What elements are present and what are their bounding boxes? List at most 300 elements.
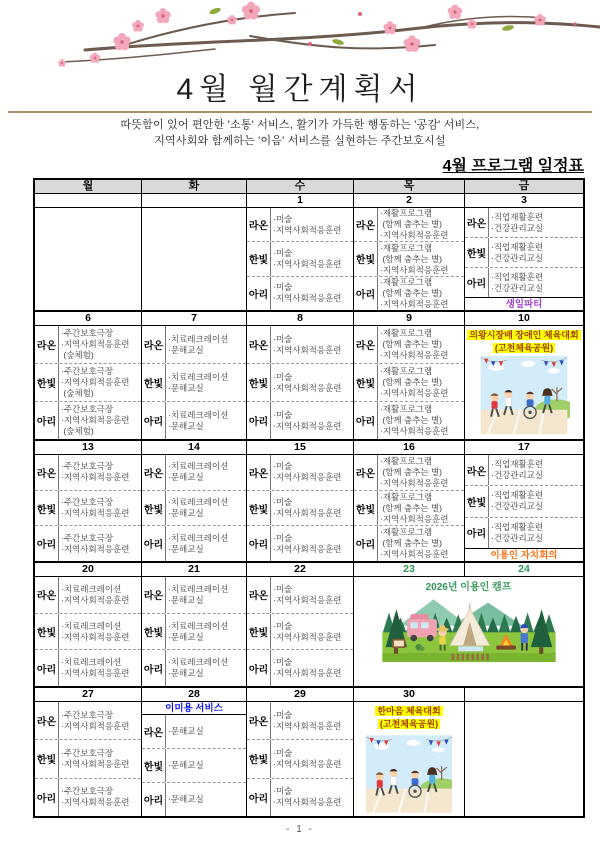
program-item: (함께 춤추는 별) bbox=[380, 466, 443, 477]
week-4-number-row bbox=[35, 563, 583, 577]
program-item: ·문해교실 bbox=[168, 508, 204, 518]
group-row-1 bbox=[354, 455, 464, 490]
group-items bbox=[271, 577, 353, 613]
camp-event-title: 2026년 이용인 캠프 bbox=[425, 582, 512, 593]
program-item: ·지역사회적응훈련 bbox=[273, 224, 342, 235]
group-row-2 bbox=[142, 613, 246, 650]
group-row-1 bbox=[354, 326, 464, 363]
program-item: ·치료레크레이션 bbox=[168, 409, 229, 420]
day-number-blank bbox=[464, 688, 583, 701]
day-cell-empty bbox=[464, 702, 583, 816]
program-item: ·주간보호극장 bbox=[61, 497, 114, 507]
group-items bbox=[378, 242, 464, 275]
week-5-number-row bbox=[35, 688, 583, 702]
group-row-3 bbox=[247, 276, 353, 310]
event-title-text: 의왕시장배 장애인 체육대회 bbox=[469, 330, 579, 340]
group-label: 한빛 bbox=[35, 614, 59, 650]
program-item: ·미술 bbox=[273, 461, 293, 472]
program-item: ·지역사회적응훈련 bbox=[61, 377, 130, 387]
group-items bbox=[166, 402, 246, 439]
day-cell-21 bbox=[141, 577, 246, 686]
program-item: ·문해교실 bbox=[168, 668, 204, 679]
program-item: ·문해교실 bbox=[168, 344, 204, 355]
group-items bbox=[271, 740, 353, 777]
group-row-3 bbox=[465, 267, 583, 297]
group-row-1 bbox=[35, 577, 141, 613]
page-number: - 1 - bbox=[286, 824, 314, 835]
program-item: ·건강관리교실 bbox=[491, 282, 544, 293]
week-1-content-row bbox=[35, 208, 583, 312]
day-cell-7 bbox=[141, 326, 246, 439]
group-row-2 bbox=[142, 490, 246, 526]
group-items bbox=[271, 364, 353, 401]
group-items bbox=[378, 364, 464, 401]
day-number-21: 21 bbox=[141, 563, 246, 576]
program-item: ·지역사회적응훈련 bbox=[273, 344, 342, 355]
subtitle-line-2: 지역사회와 함께하는 '이음' 서비스를 실현하는 주간보호시설 bbox=[154, 135, 446, 147]
day-number-30: 30 bbox=[353, 688, 464, 701]
program-item: ·지역사회적응훈련 bbox=[380, 388, 449, 398]
group-label: 라온 bbox=[247, 577, 271, 613]
day-cell-15 bbox=[246, 455, 353, 561]
day-cell-10 bbox=[464, 326, 583, 439]
group-label: 아리 bbox=[142, 783, 166, 816]
program-item: ·주간보호극장 bbox=[61, 709, 114, 720]
group-row-1 bbox=[465, 208, 583, 237]
group-row-3 bbox=[142, 649, 246, 686]
group-row-1 bbox=[142, 455, 246, 490]
group-items bbox=[59, 614, 141, 650]
program-item: ·지역사회적응훈련 bbox=[273, 508, 342, 518]
program-item: ·건강관리교실 bbox=[491, 501, 544, 512]
schedule-table bbox=[33, 178, 585, 818]
program-item: ·건강관리교실 bbox=[491, 222, 544, 233]
group-items bbox=[166, 455, 246, 490]
day-number-17: 17 bbox=[464, 441, 583, 454]
program-item: ·건강관리교실 bbox=[491, 252, 544, 263]
group-label: 아리 bbox=[247, 779, 271, 816]
program-item: ·지역사회적응훈련 bbox=[61, 508, 130, 518]
group-label: 아리 bbox=[465, 518, 489, 548]
group-row-3 bbox=[35, 401, 141, 439]
group-row-2 bbox=[247, 739, 353, 777]
program-item: ·지역사회적응훈련 bbox=[380, 350, 449, 360]
group-row-1 bbox=[247, 702, 353, 739]
day-cell-9 bbox=[353, 326, 464, 439]
group-label: 아리 bbox=[142, 526, 166, 561]
program-item: ·재활프로그램 bbox=[380, 328, 433, 338]
group-row-2 bbox=[35, 739, 141, 777]
group-row-2 bbox=[247, 490, 353, 526]
day-cell-28 bbox=[141, 702, 246, 816]
program-item: ·건강관리교실 bbox=[491, 470, 544, 481]
program-item: ·재활프로그램 bbox=[380, 404, 433, 414]
group-items bbox=[271, 614, 353, 650]
group-row-3 bbox=[354, 276, 464, 310]
program-item: ·주간보호극장 bbox=[61, 328, 114, 338]
group-label: 아리 bbox=[35, 779, 59, 816]
sports-day-illustration bbox=[366, 732, 452, 816]
sports-day-illustration bbox=[478, 356, 570, 434]
program-item: ·미술 bbox=[273, 213, 293, 224]
day-cell-6 bbox=[35, 326, 141, 439]
program-item: ·미술 bbox=[273, 333, 293, 344]
camping-illustration bbox=[370, 596, 568, 662]
program-item: ·미술 bbox=[273, 282, 293, 293]
group-items bbox=[166, 749, 246, 782]
event-title-text: 한마음 체육대회 bbox=[377, 706, 441, 716]
group-items bbox=[59, 779, 141, 816]
week-2-number-row bbox=[35, 312, 583, 326]
program-item: ·지역사회적응훈련 bbox=[380, 513, 449, 524]
group-label: 아리 bbox=[247, 277, 271, 310]
group-row-1 bbox=[247, 208, 353, 241]
group-items bbox=[489, 518, 583, 548]
program-item: ·치료레크레이션 bbox=[168, 532, 229, 543]
program-item: ·치료레크레이션 bbox=[168, 657, 229, 668]
group-row-1 bbox=[354, 208, 464, 241]
program-item: ·치료레크레이션 bbox=[168, 333, 229, 344]
group-label: 한빛 bbox=[142, 364, 166, 401]
program-item: ·지역사회적응훈련 bbox=[61, 415, 130, 425]
day-number-7: 7 bbox=[141, 312, 246, 325]
event-location-text: (고천체육공원) bbox=[379, 719, 439, 729]
group-items bbox=[59, 526, 141, 561]
group-row-3 bbox=[142, 782, 246, 816]
program-item: ·재활프로그램 bbox=[380, 366, 433, 376]
group-label: 아리 bbox=[142, 650, 166, 686]
group-items bbox=[271, 242, 353, 275]
day-number-blank bbox=[35, 194, 141, 207]
group-label: 라온 bbox=[465, 455, 489, 485]
program-item: ·주간보호극장 bbox=[61, 532, 114, 543]
program-item: ·미술 bbox=[273, 657, 293, 668]
weekday-header-mon: 월 bbox=[82, 180, 94, 192]
group-label: 라온 bbox=[247, 455, 271, 490]
program-item: ·지역사회적응훈련 bbox=[273, 631, 342, 642]
group-label: 한빛 bbox=[35, 491, 59, 526]
group-row-3 bbox=[247, 649, 353, 686]
program-item: ·지역사회적응훈련 bbox=[61, 472, 130, 483]
group-label: 라온 bbox=[142, 715, 166, 748]
program-item: ·재활프로그램 bbox=[380, 491, 433, 502]
program-item: (숲체험) bbox=[61, 350, 94, 360]
program-item: ·지역사회적응훈련 bbox=[61, 543, 130, 554]
group-items bbox=[166, 650, 246, 686]
group-row-1 bbox=[247, 577, 353, 613]
program-item: (함께 춤추는 별) bbox=[380, 415, 443, 425]
program-item: (함께 춤추는 별) bbox=[380, 538, 443, 549]
group-items bbox=[271, 208, 353, 241]
program-item: ·지역사회적응훈련 bbox=[273, 543, 342, 554]
program-item: ·지역사회적응훈련 bbox=[273, 797, 342, 808]
group-row-2 bbox=[35, 363, 141, 401]
day-cell-3 bbox=[464, 208, 583, 310]
group-label: 한빛 bbox=[354, 242, 378, 275]
week-4-content-row bbox=[35, 577, 583, 688]
program-item: ·지역사회적응훈련 bbox=[273, 472, 342, 483]
group-items bbox=[378, 455, 464, 490]
group-row-1 bbox=[247, 455, 353, 490]
group-label: 라온 bbox=[247, 208, 271, 241]
group-items bbox=[59, 364, 141, 401]
day-number-23: 23 bbox=[353, 563, 464, 576]
program-item: ·문해교실 bbox=[168, 543, 204, 554]
day-cell-empty bbox=[35, 208, 141, 310]
group-items bbox=[489, 455, 583, 485]
group-items bbox=[166, 526, 246, 561]
program-item: ·주간보호극장 bbox=[61, 747, 114, 758]
program-item: ·직업재활훈련 bbox=[491, 271, 544, 282]
subtitle-line-1: 따뜻함이 있어 편안한 '소통' 서비스, 활기가 가득한 행동하는 '공감' 서비스, bbox=[120, 119, 480, 131]
day-number-8: 8 bbox=[246, 312, 353, 325]
day-number-3: 3 bbox=[464, 194, 583, 207]
program-item: ·직업재활훈련 bbox=[491, 459, 544, 470]
program-item: ·재활프로그램 bbox=[380, 242, 433, 253]
group-items bbox=[59, 702, 141, 739]
program-item: ·미술 bbox=[273, 409, 293, 420]
group-label: 한빛 bbox=[247, 364, 271, 401]
day-number-14: 14 bbox=[141, 441, 246, 454]
group-row-2 bbox=[354, 241, 464, 275]
group-items bbox=[271, 402, 353, 439]
group-items bbox=[59, 402, 141, 439]
group-label: 아리 bbox=[465, 268, 489, 297]
group-label: 한빛 bbox=[142, 614, 166, 650]
group-label: 아리 bbox=[35, 402, 59, 439]
program-item: (숲체험) bbox=[61, 388, 94, 398]
group-row-2 bbox=[354, 363, 464, 401]
calendar-body bbox=[35, 194, 583, 816]
program-item: ·지역사회적응훈련 bbox=[273, 382, 342, 393]
program-item: ·지역사회적응훈련 bbox=[380, 230, 449, 241]
program-item: ·직업재활훈련 bbox=[491, 211, 544, 222]
group-row-2 bbox=[247, 613, 353, 650]
group-row-3 bbox=[35, 649, 141, 686]
program-item: ·주간보호극장 bbox=[61, 461, 114, 472]
group-row-1 bbox=[35, 455, 141, 490]
group-items bbox=[59, 455, 141, 490]
title-divider bbox=[8, 111, 592, 113]
group-label: 아리 bbox=[354, 402, 378, 439]
group-row-1 bbox=[35, 702, 141, 739]
group-label: 아리 bbox=[142, 402, 166, 439]
group-row-2 bbox=[142, 748, 246, 782]
day-number-29: 29 bbox=[246, 688, 353, 701]
group-items bbox=[271, 277, 353, 310]
program-item: ·미술 bbox=[273, 786, 293, 797]
program-item: ·치료레크레이션 bbox=[168, 371, 229, 382]
group-items bbox=[166, 614, 246, 650]
program-item: ·치료레크레이션 bbox=[168, 620, 229, 631]
group-items bbox=[59, 491, 141, 526]
group-row-3 bbox=[465, 517, 583, 548]
group-items bbox=[378, 491, 464, 526]
day-number-22: 22 bbox=[246, 563, 353, 576]
group-row-1 bbox=[465, 455, 583, 485]
group-row-1 bbox=[35, 326, 141, 363]
program-item: ·미술 bbox=[273, 497, 293, 507]
event-footer: 이용인 자치회의 bbox=[465, 548, 583, 561]
group-items bbox=[378, 326, 464, 363]
program-item: ·미술 bbox=[273, 709, 293, 720]
program-item: ·직업재활훈련 bbox=[491, 241, 544, 252]
program-item: ·지역사회적응훈련 bbox=[380, 264, 449, 275]
group-items bbox=[166, 577, 246, 613]
day-cell-29 bbox=[246, 702, 353, 816]
program-item: ·지역사회적응훈련 bbox=[273, 720, 342, 731]
day-cell-22 bbox=[246, 577, 353, 686]
day-cell-8 bbox=[246, 326, 353, 439]
program-item: ·재활프로그램 bbox=[380, 455, 433, 466]
group-row-2 bbox=[465, 237, 583, 267]
program-item: ·미술 bbox=[273, 620, 293, 631]
program-item: ·주간보호극장 bbox=[61, 404, 114, 414]
program-item: (함께 춤추는 별) bbox=[380, 219, 443, 230]
group-label: 아리 bbox=[35, 526, 59, 561]
program-item: ·재활프로그램 bbox=[380, 208, 433, 219]
group-row-1 bbox=[142, 326, 246, 363]
event-location bbox=[378, 717, 440, 730]
program-item: ·치료레크레이션 bbox=[61, 583, 122, 594]
group-items bbox=[378, 277, 464, 310]
service-header: 이미용 서비스 bbox=[142, 702, 246, 715]
program-item: ·미술 bbox=[273, 747, 293, 758]
group-label: 아리 bbox=[247, 526, 271, 561]
day-cell-14 bbox=[141, 455, 246, 561]
program-item: ·지역사회적응훈련 bbox=[380, 298, 449, 309]
day-number-6: 6 bbox=[85, 312, 91, 324]
program-item: (함께 춤추는 별) bbox=[380, 253, 443, 264]
group-items bbox=[489, 238, 583, 267]
group-items bbox=[59, 326, 141, 363]
group-row-1 bbox=[247, 326, 353, 363]
program-item: ·문해교실 bbox=[168, 760, 204, 770]
program-item: ·지역사회적응훈련 bbox=[61, 339, 130, 349]
program-item: ·지역사회적응훈련 bbox=[380, 477, 449, 488]
group-items bbox=[166, 491, 246, 526]
group-label: 아리 bbox=[354, 526, 378, 561]
week-3-content-row bbox=[35, 455, 583, 563]
program-item: ·치료레크레이션 bbox=[168, 497, 229, 507]
group-label: 라온 bbox=[247, 326, 271, 363]
cherry-blossom-decoration bbox=[0, 0, 600, 68]
event-location bbox=[493, 341, 555, 354]
program-item: (숲체험) bbox=[61, 426, 94, 436]
group-row-3 bbox=[247, 525, 353, 561]
group-label: 라온 bbox=[142, 577, 166, 613]
group-items bbox=[271, 326, 353, 363]
day-cell-17 bbox=[464, 455, 583, 561]
program-item: ·지역사회적응훈련 bbox=[61, 668, 130, 679]
group-items bbox=[59, 650, 141, 686]
program-item: ·건강관리교실 bbox=[491, 532, 544, 543]
group-items bbox=[489, 268, 583, 297]
group-label: 라온 bbox=[35, 326, 59, 363]
group-items bbox=[378, 526, 464, 561]
group-items bbox=[271, 455, 353, 490]
program-item: (함께 춤추는 별) bbox=[380, 339, 443, 349]
week-2-content-row bbox=[35, 326, 583, 441]
group-items bbox=[166, 715, 246, 748]
group-label: 라온 bbox=[354, 455, 378, 490]
group-items bbox=[166, 783, 246, 816]
program-item: ·치료레크레이션 bbox=[168, 461, 229, 472]
group-label: 한빛 bbox=[465, 238, 489, 267]
group-label: 아리 bbox=[354, 277, 378, 310]
group-items bbox=[489, 208, 583, 237]
program-item: ·문해교실 bbox=[168, 420, 204, 431]
group-label: 라온 bbox=[35, 702, 59, 739]
group-label: 한빛 bbox=[247, 491, 271, 526]
weekday-header-thu: 목 bbox=[353, 180, 464, 193]
group-row-3 bbox=[142, 401, 246, 439]
week-3-number-row bbox=[35, 441, 583, 455]
group-row-3 bbox=[35, 778, 141, 816]
group-label: 한빛 bbox=[354, 491, 378, 526]
program-item: ·문해교실 bbox=[168, 594, 204, 605]
program-item: ·문해교실 bbox=[168, 631, 204, 642]
day-number-28: 28 bbox=[141, 688, 246, 701]
program-item: ·지역사회적응훈련 bbox=[61, 594, 130, 605]
page-title: 4월 월간계획서 bbox=[176, 73, 424, 106]
program-item: ·지역사회적응훈련 bbox=[61, 720, 130, 731]
day-number-16: 16 bbox=[353, 441, 464, 454]
weekday-header-tue: 화 bbox=[141, 180, 246, 193]
weekday-header-wed: 수 bbox=[246, 180, 353, 193]
program-item: ·문해교실 bbox=[168, 794, 204, 804]
group-label: 한빛 bbox=[247, 242, 271, 275]
group-row-3 bbox=[247, 401, 353, 439]
day-number-1: 1 bbox=[246, 194, 353, 207]
day-number-27: 27 bbox=[82, 688, 94, 700]
group-items bbox=[271, 526, 353, 561]
day-number-10: 10 bbox=[464, 312, 583, 325]
group-items bbox=[166, 364, 246, 401]
day-number-2: 2 bbox=[353, 194, 464, 207]
event-title bbox=[467, 328, 580, 341]
program-item: ·재활프로그램 bbox=[380, 527, 433, 538]
program-item: (함께 춤추는 별) bbox=[380, 377, 443, 387]
group-label: 아리 bbox=[247, 402, 271, 439]
group-row-2 bbox=[465, 485, 583, 516]
group-items bbox=[59, 740, 141, 777]
group-label: 아리 bbox=[247, 650, 271, 686]
program-item: (함께 춤추는 별) bbox=[380, 287, 443, 298]
program-item: ·미술 bbox=[273, 532, 293, 543]
day-cell-30 bbox=[353, 702, 464, 816]
event-title bbox=[375, 704, 442, 717]
program-item: ·지역사회적응훈련 bbox=[273, 258, 342, 269]
day-cell-27 bbox=[35, 702, 141, 816]
program-item: ·지역사회적응훈련 bbox=[273, 420, 342, 431]
group-row-2 bbox=[35, 490, 141, 526]
group-row-2 bbox=[354, 490, 464, 526]
program-item: ·지역사회적응훈련 bbox=[273, 758, 342, 769]
group-items bbox=[271, 779, 353, 816]
group-row-3 bbox=[354, 525, 464, 561]
group-row-2 bbox=[247, 241, 353, 275]
program-item: ·지역사회적응훈련 bbox=[273, 668, 342, 679]
group-items bbox=[59, 577, 141, 613]
day-number-24: 24 bbox=[464, 563, 583, 576]
group-row-1 bbox=[142, 577, 246, 613]
weekday-header-fri: 금 bbox=[464, 180, 583, 193]
group-label: 한빛 bbox=[142, 491, 166, 526]
group-label: 한빛 bbox=[247, 740, 271, 777]
schedule-table-title: 4월 프로그램 일정표 bbox=[442, 158, 584, 175]
program-item: ·직업재활훈련 bbox=[491, 490, 544, 501]
